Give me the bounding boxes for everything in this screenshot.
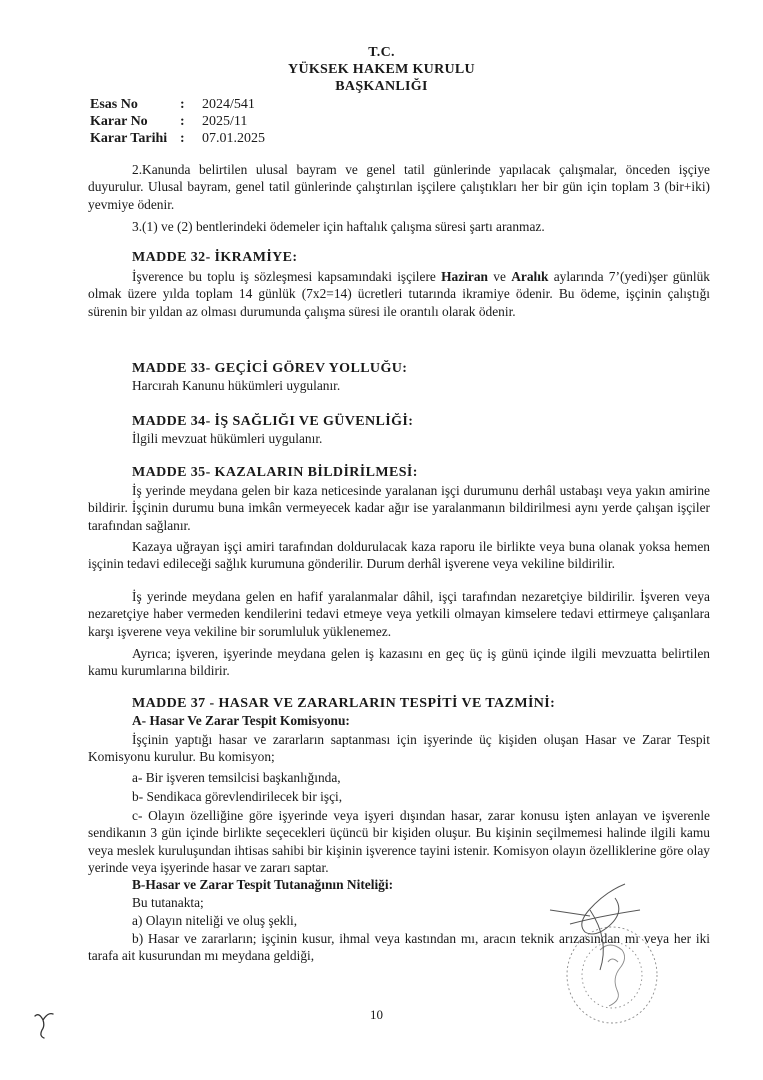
meta-label: Karar No [90, 114, 148, 129]
subheading-b: B-Hasar ve Zarar Tespit Tutanağının Niteliği: [132, 877, 394, 892]
madde-37-a-paragraph: İşçinin yaptığı hasar ve zararların saptanması için işyerinde üç kişiden oluşan Hasar ve Zarar Tespit Komisyonu kurulur. Bu komisyon; [88, 732, 710, 765]
madde-32-paragraph [88, 268, 710, 320]
heading-madde-32: MADDE 32- İKRAMİYE: [132, 250, 298, 265]
madde-37-a-item-a: a- Bir işveren temsilcisi başkanlığında, [132, 770, 341, 785]
madde-37-a-item-c: c- Olayın özelliğine göre işyerinde veya işyeri dışından hasar, zarar konusu işten anlayan ve işverenle sendikanın 3 gün içinde birlikte seçecekleri üçüncü bir kişiden oluşur. Bu kişinin seçilmemesi halinde ilgili kamu veya meslek kuruluşundan ihtisas sahibi bir kişinin işverence tayini istenir. Komisyon olayın özelliklerine göre olay yerinde veya işyerinde hasar ve zararı saptar. [88, 808, 710, 875]
meta-value: 07.01.2025 [202, 131, 265, 146]
meta-label: Karar Tarihi [90, 131, 168, 146]
madde-35-paragraph-2: Kazaya uğrayan işçi amiri tarafından doldurulacak kaza raporu ile birlikte veya buna olanak yoksa hemen işçinin tedavi edileceği sağlık kurumuna gönderilir. Durum derhâl işverene veya vekiline bildirilir. [88, 539, 710, 572]
handwritten-initial-icon [32, 1010, 58, 1040]
meta-value: 2025/11 [202, 114, 248, 129]
m32-month-december: Aralık [511, 269, 549, 284]
madde-37-b-item-a: a) Olayın niteliği ve oluş şekli, [132, 913, 298, 928]
m32-month-june: Haziran [441, 269, 489, 284]
heading-madde-35: MADDE 35- KAZALARIN BİLDİRİLMESİ: [132, 465, 418, 480]
madde-35-paragraph-3: İş yerinde meydana gelen en hafif yaralanmalar dâhil, işçi tarafından nezaretçiye bildirilir. İşveren veya nezaretçiye haber vermeden kendilerini tedavi etmeye veya yetkili olmayan kimselere tedavi ettirmeye çalışanlara karşı işverene veya vekiline bir sorumluluk yüklenemez. [88, 589, 710, 639]
header-tc: T.C. [368, 45, 395, 60]
intro-paragraph-3: 3.(1) ve (2) bentlerindeki ödemeler için haftalık çalışma süresi şartı aranmaz. [132, 219, 545, 234]
meta-colon: : [180, 131, 185, 146]
madde-33-text: Harcırah Kanunu hükümleri uygulanır. [132, 378, 341, 393]
meta-colon: : [180, 97, 185, 112]
heading-madde-34: MADDE 34- İŞ SAĞLIĞI VE GÜVENLİĞİ: [132, 414, 414, 429]
meta-label: Esas No [90, 97, 138, 112]
heading-madde-37: MADDE 37 - HASAR VE ZARARLARIN TESPİTİ VE TAZMİNİ: [132, 696, 556, 711]
m32-text-2: ve [488, 269, 512, 284]
m32-text-3: aylarında 7’(yedi)şer günlük olmak üzere yılda toplam 14 günlük (7x2=14) ücretleri tutarında ikramiye ödenir. Bu ödeme, işçinin çalıştığı sürenin bir yıldan az olması durumunda çalışma süresi ile orantılı olarak ödenir. [88, 269, 711, 319]
m32-text-1: İşverence bu toplu iş sözleşmesi kapsamındaki işçilere [132, 269, 442, 284]
heading-madde-33: MADDE 33- GEÇİCİ GÖREV YOLLUĞU: [132, 361, 408, 376]
intro-paragraph-2: 2.Kanunda belirtilen ulusal bayram ve genel tatil günlerinde yapılacak çalışmalar, önceden işçiye duyurulur. Ulusal bayram, genel tatil günlerinde çalıştırılan işçilere çalıştıkları her bir gün için toplam 3 (bir+iki) yevmiye ödenir. [88, 162, 710, 212]
madde-37-a-item-b: b- Sendikaca görevlendirilecek bir işçi, [132, 789, 343, 804]
madde-37-b-intro: Bu tutanakta; [132, 895, 204, 910]
header-institution: YÜKSEK HAKEM KURULU [288, 62, 475, 77]
madde-35-paragraph-4: Ayrıca; işveren, işyerinde meydana gelen iş kazasını en geç üç iş günü içinde ilgili mevzuatta belirtilen kamu kurumlarına bildirir. [88, 646, 710, 679]
madde-34-text: İlgili mevzuat hükümleri uygulanır. [132, 431, 323, 446]
meta-esas-no [90, 96, 255, 113]
meta-colon: : [180, 114, 185, 129]
madde-35-paragraph-1: İş yerinde meydana gelen bir kaza neticesinde yaralanan işçi durumunu derhâl ustabaşı veya yakın amirine bildirir. İşçinin durumu buna imkân vermeyecek kadar ağır ise yaralanmanın bildirilmesi aynı yerde çalışan işçiler tarafından sağlanır. [88, 483, 710, 533]
subheading-a: A- Hasar Ve Zarar Tespit Komisyonu: [132, 713, 350, 728]
meta-value: 2024/541 [202, 97, 255, 112]
page-number: 10 [370, 1007, 383, 1022]
madde-37-b-item-b: b) Hasar ve zararların; işçinin kusur, ihmal veya kastından mı, aracın teknik arızasından mı veya her iki tarafa ait kusurundan mı meydana geldiği, [88, 931, 710, 964]
header-presidency: BAŞKANLIĞI [335, 79, 428, 94]
official-stamp-icon [530, 880, 730, 1025]
meta-karar-tarihi [90, 130, 265, 147]
meta-karar-no [90, 113, 247, 130]
